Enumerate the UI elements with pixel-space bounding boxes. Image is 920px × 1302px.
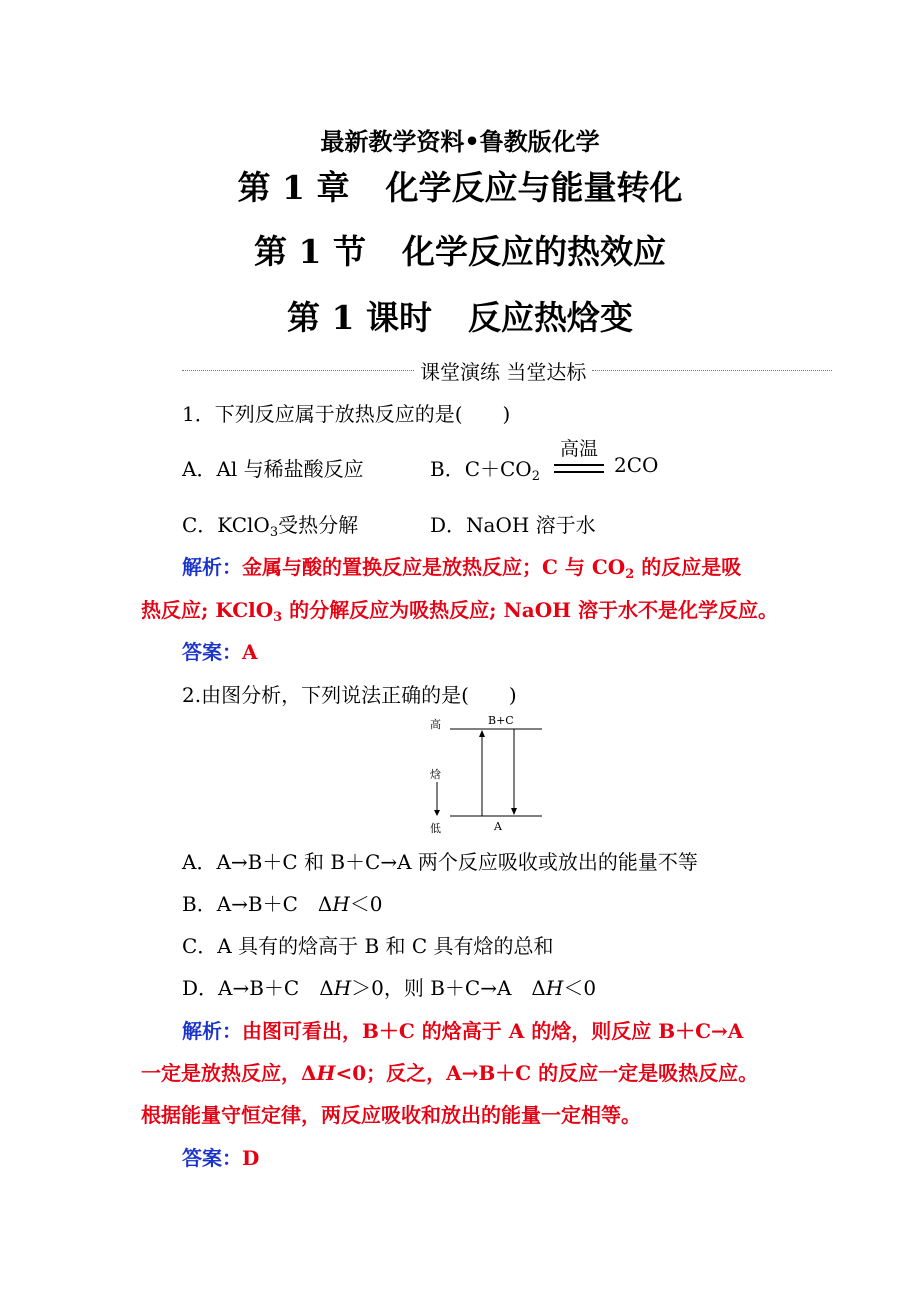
q2-analysis-line2	[141, 1057, 758, 1086]
q2-answer-value: D	[242, 1146, 260, 1170]
q2-analysis-h: H	[316, 1061, 336, 1085]
q1-analysis-line2: 热反应; KClO$_3$ 的分解反应为吸热反应; NaOH 溶于水不是化学反应。	[141, 598, 779, 625]
q1-option-a: A．Al 与稀盐酸反应	[182, 457, 364, 481]
reaction-condition-arrow	[553, 434, 605, 474]
banner-rule-left	[182, 370, 422, 371]
q2-option-b-h: H	[332, 892, 350, 916]
section-number: 第 1 节	[254, 232, 366, 271]
q2-option-d-part2: ＞0，则 B＋C→A Δ	[351, 976, 546, 1000]
q2-stem: 2.由图分析，下列说法正确的是( )	[182, 683, 517, 707]
section-name: 化学反应的热效应	[401, 232, 666, 271]
section-title	[0, 226, 920, 273]
q1-option-c: C．KClO$_3$受热分解	[182, 513, 359, 540]
q2-analysis-text-2a: 一定是放热反应，Δ	[141, 1061, 317, 1085]
enthalpy-diagram	[418, 712, 548, 836]
diagram-label-a: A	[494, 820, 502, 833]
q1-analysis-text-a: 金属与酸的置换反应是放热反应；C 与 CO	[242, 555, 626, 579]
q1-option-d: D．NaOH 溶于水	[430, 513, 596, 537]
enthalpy-axis-arrow-icon	[434, 810, 440, 816]
q1-option-c-formula: C．KClO	[182, 513, 270, 537]
q1-analysis-text-b: 的反应是吸	[641, 555, 742, 579]
q2-answer-label: 答案：	[182, 1146, 242, 1170]
chapter-number: 第 1 章	[237, 168, 350, 207]
equals-sign-icon	[554, 464, 604, 473]
arrow-down-icon	[511, 808, 517, 815]
q1-answer-value: A	[242, 640, 258, 664]
lesson-title	[0, 292, 920, 339]
q2-option-d-h1: H	[333, 976, 352, 1000]
q2-option-a: A．A→B＋C 和 B＋C→A 两个反应吸收或放出的能量不等	[182, 850, 698, 874]
q1-option-b-reactants: B．C＋CO	[430, 457, 532, 481]
q1-analysis-line1: 解析：金属与酸的置换反应是放热反应；C 与 $CO_2$ 的反应是吸	[182, 555, 742, 582]
q2-option-d-part1: D．A→B＋C Δ	[182, 976, 334, 1000]
q2-analysis-label: 解析：	[182, 1019, 242, 1043]
q2-option-d-part3: ＜0	[563, 976, 597, 1000]
q1-option-b: B．$C+CO_2$	[430, 457, 540, 484]
practice-banner	[182, 356, 832, 384]
q2-analysis-line1	[182, 1015, 743, 1044]
q1-answer-label: 答案：	[182, 640, 242, 664]
diagram-label-bc: B+C	[488, 714, 514, 727]
banner-rule-right	[592, 370, 832, 371]
reaction-condition-label: 高温	[559, 438, 598, 460]
chapter-name: 化学反应与能量转化	[385, 168, 683, 207]
arrow-up-icon	[479, 730, 485, 737]
q2-analysis-text-1: 由图可看出，B＋C 的焓高于 A 的焓，则反应 B＋C→A	[242, 1019, 744, 1043]
q1-answer	[182, 636, 258, 665]
q1-option-b-product: 2CO	[614, 453, 659, 477]
q1-analysis-label: 解析：	[182, 555, 242, 579]
lesson-number: 第 1 课时	[287, 298, 432, 337]
q1-analysis-text-c: 热反应; KClO	[141, 598, 274, 622]
q2-analysis-text-2b: <0；反之，A→B＋C 的反应一定是吸热反应。	[335, 1061, 759, 1085]
q2-option-b	[182, 888, 383, 917]
q2-option-d	[182, 972, 596, 1001]
diagram-label-enthalpy: 焓	[430, 768, 441, 781]
q1-analysis-text-d: 的分解反应为吸热反应; NaOH 溶于水不是化学反应。	[289, 598, 779, 622]
q2-option-b-text: B．A→B＋C Δ	[182, 892, 333, 916]
q1-stem: 1．下列反应属于放热反应的是( )	[182, 402, 511, 426]
q2-option-b-sign: ＜0	[349, 892, 383, 916]
q2-option-c: C．A 具有的焓高于 B 和 C 具有焓的总和	[182, 934, 554, 958]
document-header: 最新教学资料•鲁教版化学	[320, 127, 600, 156]
banner-text: 课堂演练 当堂达标	[414, 356, 592, 385]
lesson-name: 反应热焓变	[467, 298, 633, 337]
diagram-label-high: 高	[430, 718, 441, 731]
chapter-title	[0, 162, 920, 209]
q2-analysis-line3: 根据能量守恒定律，两反应吸收和放出的能量一定相等。	[141, 1103, 641, 1127]
diagram-label-low: 低	[430, 822, 441, 835]
q2-answer	[182, 1142, 259, 1171]
q1-option-c-text: 受热分解	[278, 513, 359, 537]
q2-option-d-h2: H	[545, 976, 564, 1000]
